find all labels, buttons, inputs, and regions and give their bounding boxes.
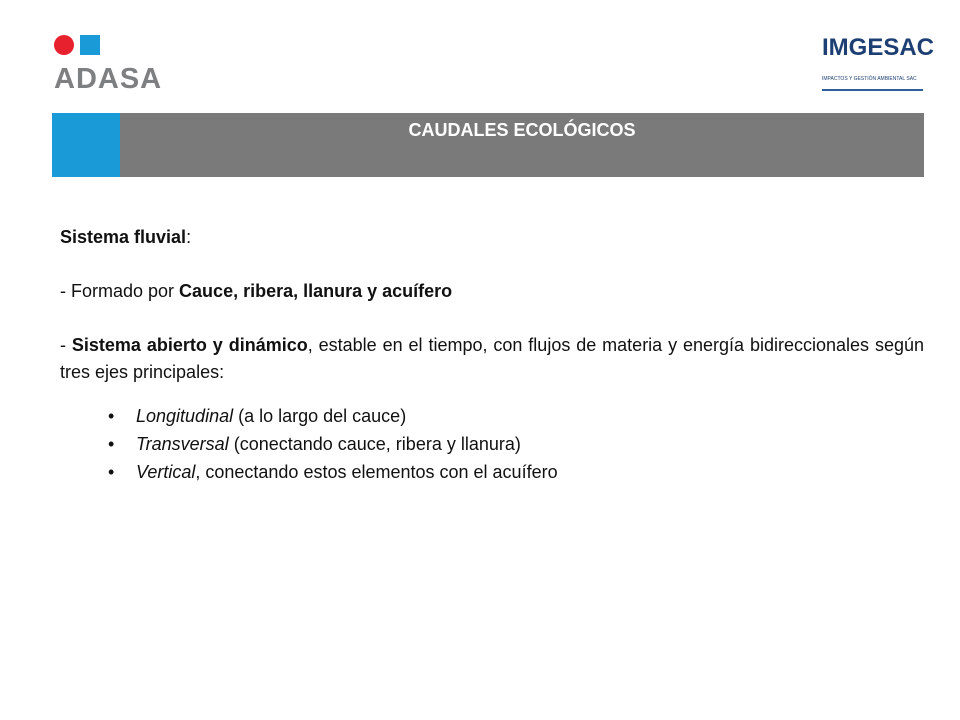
section-heading (60, 224, 924, 251)
bullet: • (108, 434, 115, 454)
imgesac-logo-text: IMGESAC (822, 34, 935, 61)
axis-name: Transversal (136, 434, 229, 454)
axis-description: , conectando estos elementos con el acuífero (195, 462, 558, 482)
axis-description: (a lo largo del cauce) (233, 406, 407, 426)
system-bold: Sistema abierto y dinámico (71, 335, 308, 355)
axis-name: Longitudinal (136, 406, 234, 426)
axis-name: Vertical (136, 462, 196, 482)
bullet: • (108, 462, 115, 482)
section-heading-colon: : (186, 227, 192, 247)
adasa-logo (54, 33, 174, 93)
list-item (108, 402, 924, 430)
list-item (108, 458, 924, 486)
adasa-logo-text: ADASA (54, 63, 163, 95)
composition-line (60, 278, 924, 305)
imgesac-logo (818, 34, 935, 94)
system-dash: - (60, 335, 72, 355)
imgesac-logo-subtitle: IMPACTOS Y GESTIÓN AMBIENTAL SAC (822, 76, 917, 82)
adasa-circle-icon (54, 35, 74, 55)
section-heading-bold: Sistema fluvial (60, 227, 187, 247)
bullet: • (108, 406, 115, 426)
composition-prefix: - Formado por (60, 281, 180, 301)
axes-list (60, 402, 924, 486)
adasa-square-icon (80, 35, 100, 55)
system-rest: , estable en el tiempo, con flujos de materia y energía bidireccionales según tres ejes principales: (60, 335, 924, 382)
slide-title: CAUDALES ECOLÓGICOS (408, 120, 636, 140)
composition-elements: Cauce, ribera, llanura y acuífero (179, 281, 453, 301)
axis-description: (conectando cauce, ribera y llanura) (228, 434, 521, 454)
header-accent-block (52, 113, 120, 177)
imgesac-logo-underline (822, 89, 923, 91)
slide-content (60, 224, 924, 486)
list-item (108, 430, 924, 458)
system-paragraph (60, 332, 924, 386)
